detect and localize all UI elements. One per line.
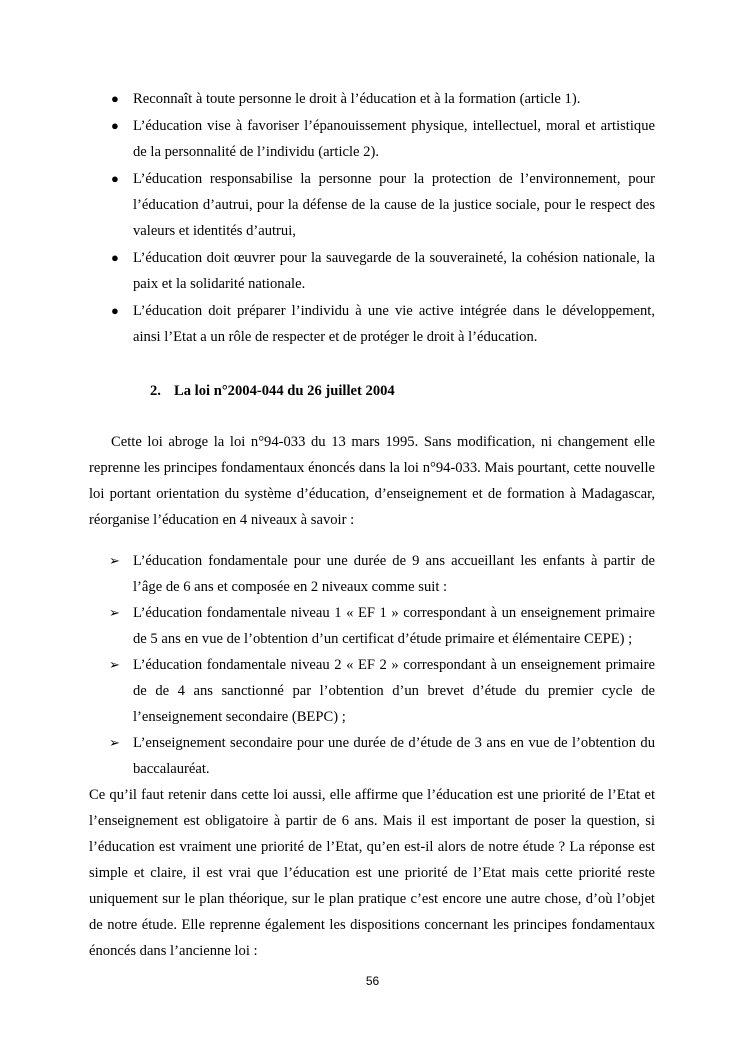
section-heading [89,378,655,404]
intro-paragraph: Cette loi abroge la loi n°94-033 du 13 mars 1995. Sans modification, ni changement elle reprenne les principes fondamentaux énoncés dans la loi n°94-033. Mais pourtant, cette nouvelle loi portant orientation du système d’éducation, d’enseignement et de formation à Madagascar, réorganise l’éducation en 4 niveaux à savoir : [89,434,655,528]
arrow-bullet-icon: ➢ [109,605,120,620]
list-item [89,166,655,244]
bullet-text: L’éducation doit œuvrer pour la sauvegarde de la souveraineté, la cohésion nationale, la paix et la solidarité nationale. [133,250,655,292]
bullet-icon: ● [111,303,119,318]
bullet-text: L’éducation vise à favoriser l’épanouissement physique, intellectuel, moral et artistique de la personnalité de l’individu (article 2). [133,118,655,160]
bullet-text: L’éducation doit préparer l’individu à une vie active intégrée dans le développement, ainsi l’Etat a un rôle de respecter et de protéger le droit à l’éducation. [133,303,655,345]
arrow-item-text: L’éducation fondamentale niveau 2 « EF 2 » correspondant à un enseignement primaire de de 4 ans sanctionné par l’obtention d’un brevet d’étude du premier cycle de l’enseignement secondaire (BEPC) ; [133,657,655,725]
bullet-text: Reconnaît à toute personne le droit à l’éducation et à la formation (article 1). [133,91,581,107]
list-item [89,86,655,112]
arrow-bullet-icon: ➢ [109,657,120,672]
bullet-icon: ● [111,171,119,186]
arrow-item-text: L’enseignement secondaire pour une durée de d’étude de 3 ans en vue de l’obtention du baccalauréat. [133,735,655,777]
page-number: 56 [365,974,380,988]
list-item [89,298,655,350]
education-levels-list [89,548,655,782]
section-number: 2. [150,383,161,399]
list-item [89,245,655,297]
bullet-icon: ● [111,118,119,133]
list-item [89,730,655,782]
list-item [89,600,655,652]
section-title: La loi n°2004-044 du 26 juillet 2004 [174,383,395,399]
arrow-bullet-icon: ➢ [109,735,120,750]
arrow-bullet-icon: ➢ [109,553,120,568]
closing-paragraph: Ce qu’il faut retenir dans cette loi aussi, elle affirme que l’éducation est une priorité de l’Etat et l’enseignement est obligatoire à partir de 6 ans. Mais il est important de poser la question, si l’éducation est vraiment une priorité de l’Etat, qu’en est-il alors de notre étude ? La réponse est simple et claire, il est vrai que l’éducation est une priorité de l’Etat mais cette priorité reste uniquement sur le plan théorique, sur le plan pratique c’est encore une autre chose, d’où l’objet de notre étude. Elle reprenne également les dispositions concernant les principes fondamentaux énoncés dans l’ancienne loi : [89,787,655,959]
page-content [89,86,655,964]
bullet-text: L’éducation responsabilise la personne pour la protection de l’environnement, pour l’éducation d’autrui, pour la défense de la cause de la justice sociale, pour le respect des valeurs et identités d’autrui, [133,171,655,239]
bullet-icon: ● [111,91,119,106]
list-item [89,113,655,165]
bullet-icon: ● [111,250,119,265]
article-bullet-list [89,86,655,350]
arrow-item-text: L’éducation fondamentale niveau 1 « EF 1 » correspondant à un enseignement primaire de 5 ans en vue de l’obtention d’un certificat d’étude primaire et élémentaire CEPE) ; [133,605,655,647]
list-item [89,548,655,600]
arrow-item-text: L’éducation fondamentale pour une durée de 9 ans accueillant les enfants à partir de l’âge de 6 ans et composée en 2 niveaux comme suit : [133,553,655,595]
list-item [89,652,655,730]
